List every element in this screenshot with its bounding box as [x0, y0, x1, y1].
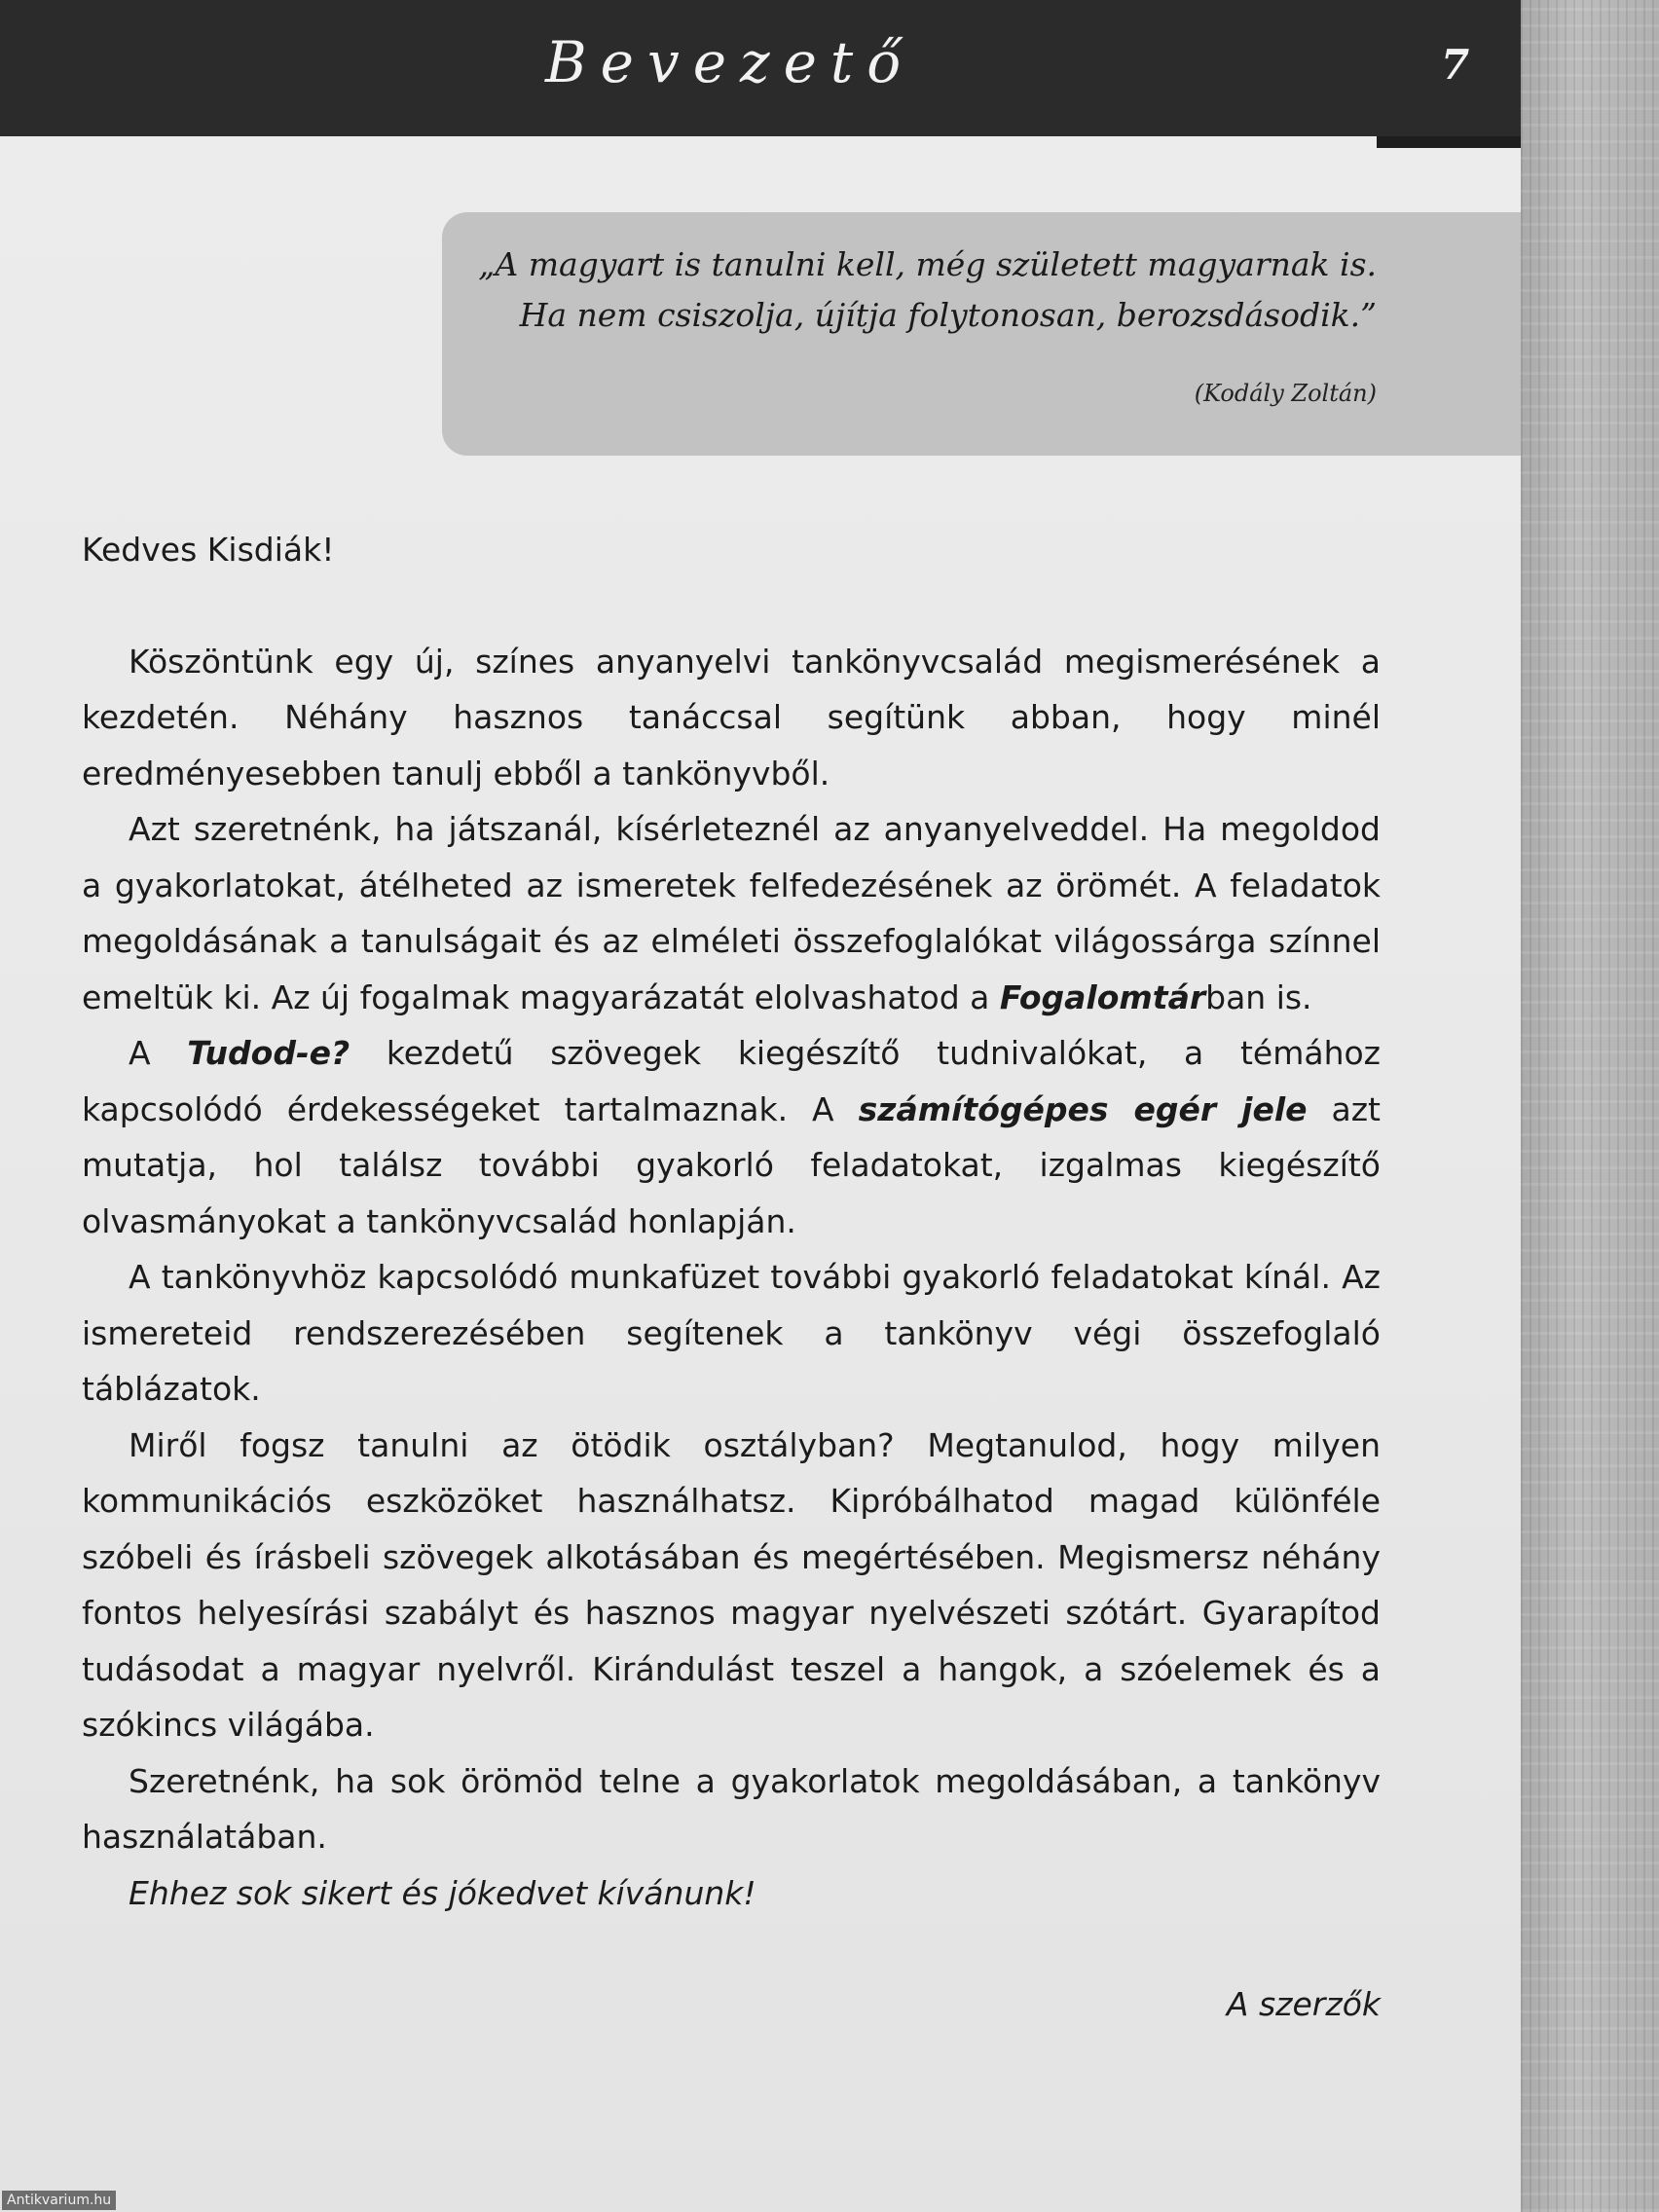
quote-box	[442, 212, 1521, 456]
quote-text	[478, 240, 1377, 341]
paragraph-6: Szeretnénk, ha sok örömöd telne a gyakorlatok megoldásában, a tankönyv használatában.	[82, 1761, 1381, 1856]
salutation: Kedves Kisdiák!	[82, 531, 335, 569]
paragraph-2-text: Azt szeretnénk, ha játszanál, kísérleteznél az anyanyelveddel. Ha megoldod a gyakorlatokat, átélheted az ismeretek felfedezésének az örömét. A feladatok megoldásának a tanulságait és az elméleti összefoglalókat világossárga színnel emeltük ki. Az új fogalmak magyarázatát elolvashatod a	[82, 810, 1381, 1016]
paragraph-5: Miről fogsz tanulni az ötödik osztályban? Megtanulod, hogy milyen kommunikációs eszközöket használhatsz. Kipróbálhatod magad különféle szóbeli és írásbeli szövegek alkotásában és megértésében. Megismersz néhány fontos helyesírási szabályt és hasznos magyar nyelvészeti szótárt. Gyarapítod tudásodat a magyar nyelvről. Kirándulást teszel a hangok, a szóelemek és a szókincs világába.	[82, 1425, 1381, 1744]
header-accent-bar	[1377, 136, 1521, 148]
paragraph-2-end: ban is.	[1205, 977, 1312, 1016]
page-number: 7	[1441, 41, 1470, 89]
background-edge-strip	[1521, 0, 1659, 2212]
quote-line-1: „A magyart is tanulni kell, még született magyarnak is.	[478, 245, 1377, 283]
chapter-header-bar	[0, 0, 1521, 136]
fogalomtar-term: Fogalomtár	[999, 977, 1206, 1016]
paragraph-3-c: azt mutatja, hol találsz további gyakorló feladatokat, izgalmas kiegészítő olvasmányokat a tankönyvcsalád honlapján.	[82, 1089, 1381, 1240]
letter-body	[82, 522, 1381, 2033]
paragraph-4: A tankönyvhöz kapcsolódó munkafüzet további gyakorló feladatokat kínál. Az ismereteid rendszerezésében segítenek a tankönyv végi összefoglaló táblázatok.	[82, 1258, 1381, 1408]
mouse-sign-term: számítógépes egér jele	[858, 1089, 1308, 1128]
paragraph-1: Köszöntünk egy új, színes anyanyelvi tankönyvcsalád megismerésének a kezdetén. Néhány hasznos tanáccsal segítünk abban, hogy minél eredményesebben tanulj ebből a tankönyvből.	[82, 642, 1381, 793]
paragraph-3-b: kezdetű szövegek kiegészítő tudnivalókat, a témához kapcsolódó érdekességeket tartalmaznak. A	[82, 1034, 1381, 1128]
paragraph-2	[82, 801, 1381, 1025]
tudod-e-term: Tudod-e?	[187, 1034, 350, 1072]
quote-line-2: Ha nem csiszolja, újítja folytonosan, berozsdásodik.”	[519, 296, 1377, 334]
paragraph-3	[82, 1025, 1381, 1249]
watermark: Antikvarium.hu	[2, 2191, 116, 2210]
paragraph-3-a: A	[129, 1034, 188, 1072]
signature: A szerzők	[1226, 1985, 1381, 2023]
closing-line: Ehhez sok sikert és jókedvet kívánunk!	[129, 1873, 756, 1912]
chapter-title: Bevezető	[545, 29, 915, 95]
quote-author: (Kodály Zoltán)	[1194, 380, 1377, 407]
